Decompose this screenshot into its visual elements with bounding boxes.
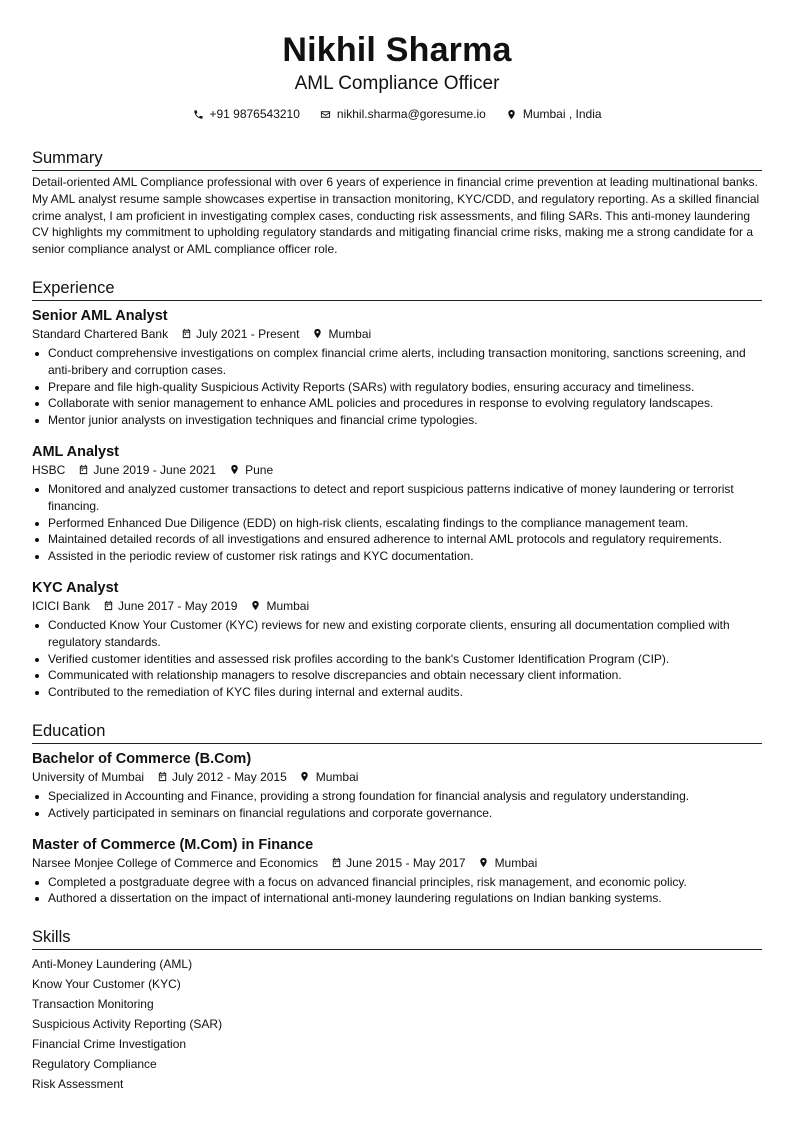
entry-dates — [156, 769, 287, 785]
entry-dates — [330, 855, 465, 871]
skill-item: Know Your Customer (KYC) — [32, 977, 181, 992]
bullet-item: Performed Enhanced Due Diligence (EDD) on high-risk clients, escalating findings to the compliance management team. — [32, 515, 762, 532]
education-entry — [32, 750, 762, 822]
entry-bullets — [32, 345, 762, 429]
experience-entry — [32, 307, 762, 429]
bullet-item: Maintained detailed records of all investigations and ensured adherence to internal AML protocols and regulatory requirements. — [32, 531, 762, 548]
bullet-item: Collaborate with senior management to enhance AML policies and procedures in response to evolving regulatory landscapes. — [32, 395, 762, 412]
summary-text: Detail-oriented AML Compliance professional with over 6 years of experience in financial crime prevention at leading multinational banks. My AML analyst resume sample showcases expertise in transaction monitoring, KYC/CDD, and regulatory reporting. As a skilled financial crime analyst, I am proficient in investigating complex cases, conducting risk assessments, and filing SARs. This anti-money laundering CV highlights my commitment to upholding regulatory standards and mitigating financial crime risks, making me a strong candidate for a senior compliance analyst or AML compliance officer role. — [32, 175, 760, 257]
entry-date-text: June 2017 - May 2019 — [118, 598, 238, 613]
candidate-title: AML Compliance Officer — [294, 73, 500, 94]
bullet-item: Specialized in Accounting and Finance, providing a strong foundation for financial analysis and regulatory understanding. — [32, 788, 762, 805]
entry-meta — [32, 855, 762, 871]
entry-bullets — [32, 481, 762, 565]
experience-entry — [32, 443, 762, 565]
map-pin-icon — [249, 600, 261, 612]
entry-bullets — [32, 788, 762, 822]
entry-location-text: Mumbai — [494, 855, 538, 870]
education-section — [32, 721, 762, 907]
skill-item: Transaction Monitoring — [32, 997, 154, 1012]
map-pin-icon — [228, 464, 240, 476]
bullet-item: Authored a dissertation on the impact of international anti-money laundering regulations on Indian banking systems. — [32, 890, 762, 907]
entry-location — [228, 462, 273, 478]
experience-entry — [32, 579, 762, 701]
entry-organization: ICICI Bank — [32, 598, 91, 613]
map-pin-icon — [299, 771, 311, 783]
entry-organization: Narsee Monjee College of Commerce and Economics — [32, 855, 319, 870]
education-entry — [32, 836, 762, 908]
skill-item: Regulatory Compliance — [32, 1057, 157, 1072]
entry-location — [478, 855, 538, 871]
phone-icon — [192, 108, 204, 120]
map-pin-icon — [478, 857, 490, 869]
entry-dates — [180, 326, 299, 342]
entry-bullets — [32, 874, 762, 908]
bullet-item: Prepare and file high-quality Suspicious Activity Reports (SARs) with regulatory bodies, ensuring accuracy and timeliness. — [32, 379, 762, 396]
entry-location — [299, 769, 359, 785]
entry-dates — [102, 598, 237, 614]
entry-title: KYC Analyst — [32, 579, 119, 596]
entry-location-text: Mumbai — [328, 326, 372, 341]
contact-location — [506, 106, 602, 122]
section-heading: Skills — [32, 927, 762, 950]
section-heading: Education — [32, 721, 762, 744]
bullet-item: Communicated with relationship managers to resolve discrepancies and obtain necessary client information. — [32, 667, 762, 684]
entry-meta — [32, 462, 762, 478]
bullet-item: Assisted in the periodic review of customer risk ratings and KYC documentation. — [32, 548, 762, 565]
bullet-item: Verified customer identities and assessed risk profiles according to the bank's Customer Identification Program (CIP). — [32, 651, 762, 668]
entry-title: AML Analyst — [32, 443, 120, 460]
envelope-icon — [320, 108, 332, 120]
location-text: Mumbai , India — [522, 107, 602, 121]
bullet-item: Completed a postgraduate degree with a focus on advanced financial principles, risk management, and economic policy. — [32, 874, 762, 891]
skills-list — [32, 954, 762, 1094]
entry-date-text: July 2012 - May 2015 — [172, 769, 287, 784]
skill-item: Financial Crime Investigation — [32, 1037, 187, 1052]
bullet-item: Conducted Know Your Customer (KYC) reviews for new and existing corporate clients, ensuring all documentation complied with regulatory standards. — [32, 617, 762, 651]
phone-text: +91 9876543210 — [209, 107, 300, 121]
entry-meta — [32, 598, 762, 614]
map-pin-icon — [506, 108, 518, 120]
entry-date-text: June 2015 - May 2017 — [346, 855, 466, 870]
map-pin-icon — [311, 328, 323, 340]
contact-phone[interactable] — [192, 106, 299, 122]
experience-section — [32, 278, 762, 701]
entry-bullets — [32, 617, 762, 701]
skill-item: Suspicious Activity Reporting (SAR) — [32, 1017, 223, 1032]
experience-list — [32, 307, 762, 701]
calendar-icon — [156, 771, 168, 783]
entry-location — [249, 598, 309, 614]
bullet-item: Contributed to the remediation of KYC files during internal and external audits. — [32, 684, 762, 701]
entry-date-text: July 2021 - Present — [196, 326, 300, 341]
candidate-name: Nikhil Sharma — [282, 31, 512, 69]
section-heading: Experience — [32, 278, 762, 301]
entry-location-text: Mumbai — [315, 769, 359, 784]
contact-bar — [32, 106, 762, 122]
bullet-item: Mentor junior analysts on investigation techniques and financial crime typologies. — [32, 412, 762, 429]
email-text: nikhil.sharma@goresume.io — [336, 107, 486, 121]
bullet-item: Monitored and analyzed customer transactions to detect and report suspicious patterns indicative of money laundering or terrorist financing. — [32, 481, 762, 515]
section-heading: Summary — [32, 148, 762, 171]
entry-date-text: June 2019 - June 2021 — [93, 462, 217, 477]
education-list — [32, 750, 762, 907]
entry-meta — [32, 326, 762, 342]
entry-title: Master of Commerce (M.Com) in Finance — [32, 836, 314, 853]
bullet-item: Actively participated in seminars on financial regulations and corporate governance. — [32, 805, 762, 822]
entry-location-text: Pune — [245, 462, 274, 477]
entry-organization: University of Mumbai — [32, 769, 145, 784]
entry-organization: Standard Chartered Bank — [32, 326, 169, 341]
entry-title: Senior AML Analyst — [32, 307, 168, 324]
skill-item: Anti-Money Laundering (AML) — [32, 957, 193, 972]
entry-location — [311, 326, 371, 342]
calendar-icon — [102, 600, 114, 612]
calendar-icon — [77, 464, 89, 476]
calendar-icon — [180, 328, 192, 340]
entry-title: Bachelor of Commerce (B.Com) — [32, 750, 252, 767]
entry-meta — [32, 769, 762, 785]
entry-dates — [77, 462, 216, 478]
contact-email[interactable] — [320, 106, 486, 122]
entry-organization: HSBC — [32, 462, 66, 477]
skills-section — [32, 927, 762, 1094]
skill-item: Risk Assessment — [32, 1077, 124, 1092]
entry-location-text: Mumbai — [266, 598, 310, 613]
calendar-icon — [330, 857, 342, 869]
summary-section — [32, 148, 762, 258]
bullet-item: Conduct comprehensive investigations on complex financial crime alerts, including transaction monitoring, sanctions screening, and anti-bribery and corruption cases. — [32, 345, 762, 379]
